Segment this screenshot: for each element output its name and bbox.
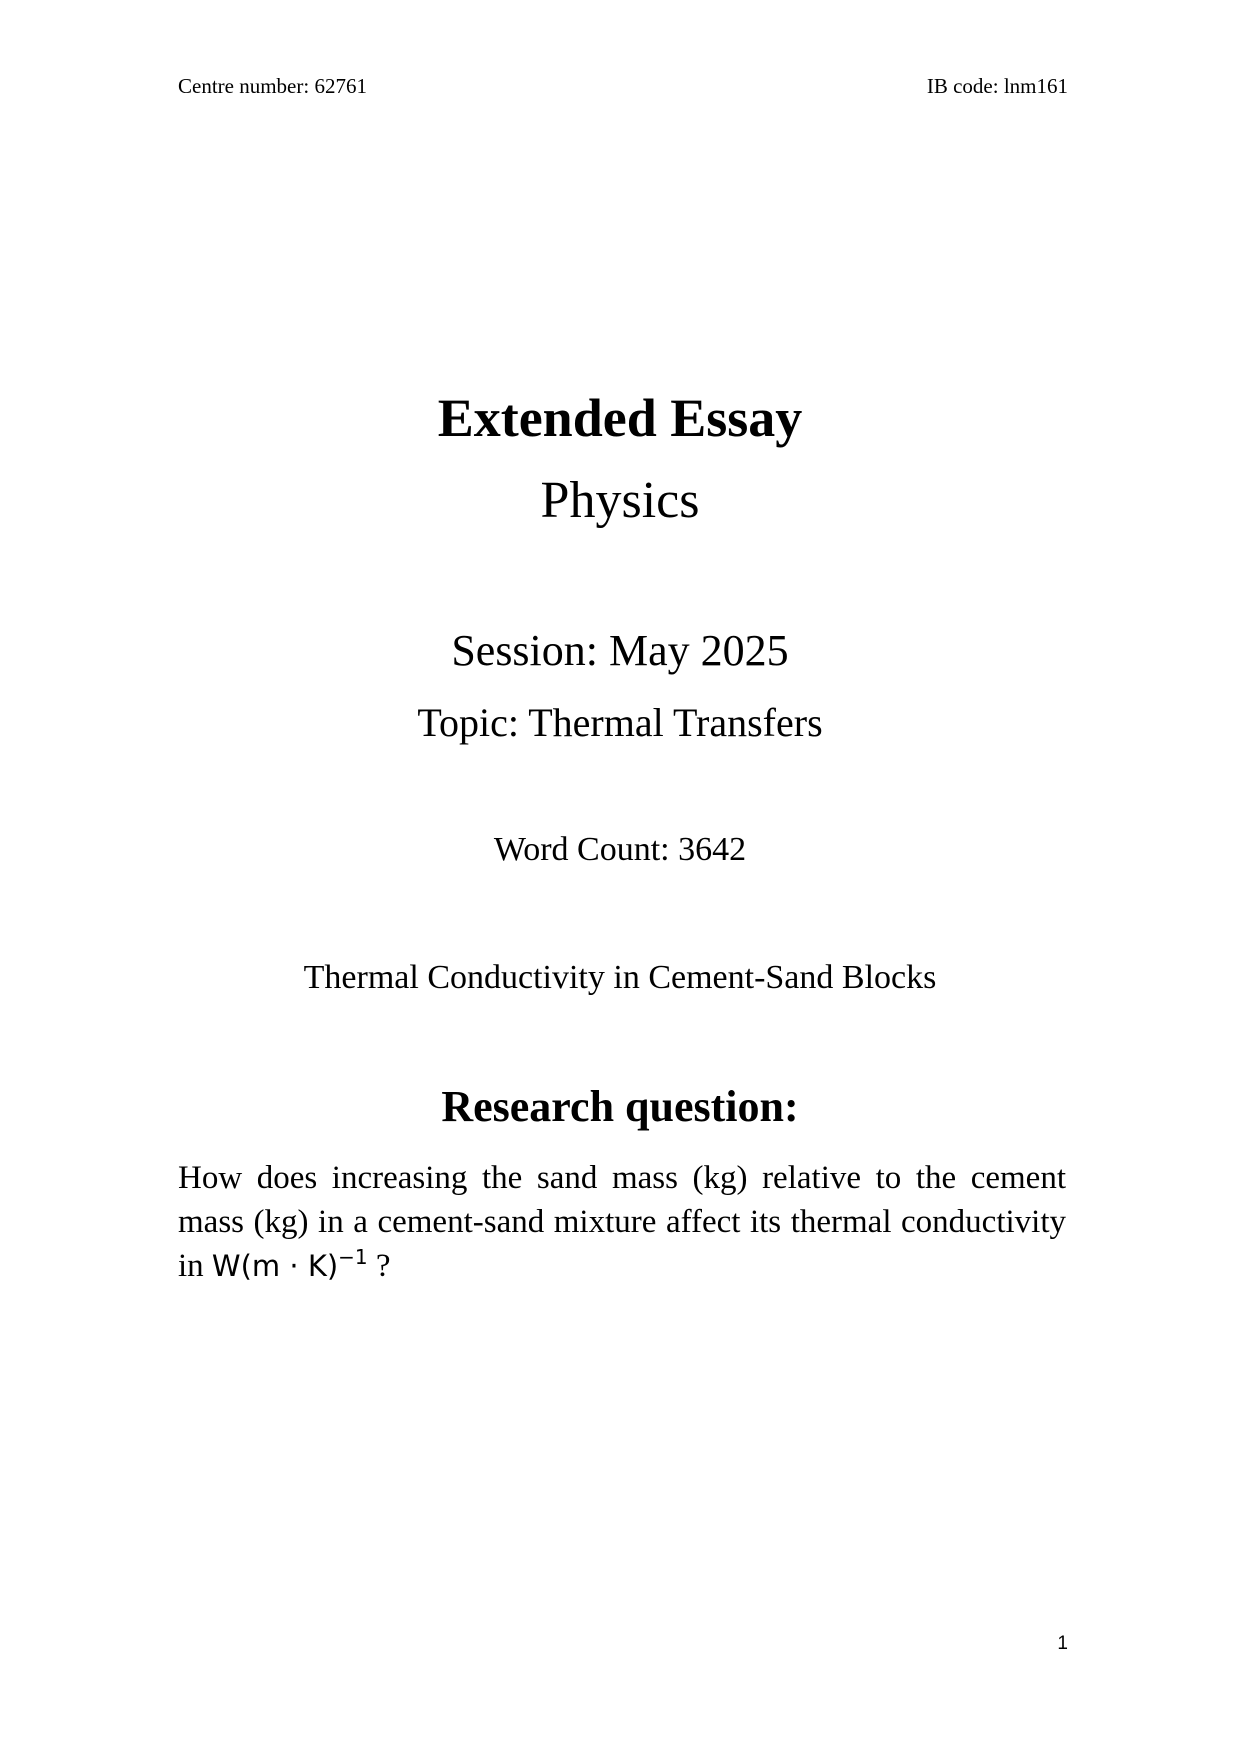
subject: Physics xyxy=(540,472,700,529)
session: Session: May 2025 xyxy=(451,626,789,675)
essay-title: Thermal Conductivity in Cement-Sand Blocks xyxy=(303,959,937,996)
document-title: Extended Essay xyxy=(437,388,803,448)
word-count: Word Count: 3642 xyxy=(493,831,747,868)
ib-code: IB code: lnm161 xyxy=(926,74,1068,98)
research-question-heading: Research question: xyxy=(441,1082,799,1131)
research-question-end: ? xyxy=(367,1248,391,1284)
research-question-lead: How does increasing the sand mass (kg) relative to the cement mass (kg) in a cement-sand mixture affect its thermal conductivity in xyxy=(178,1160,1066,1284)
topic: Topic: Thermal Transfers xyxy=(417,700,823,745)
research-question-text xyxy=(178,1156,1066,1288)
unit-expression xyxy=(211,1245,368,1283)
unit-exponent: −1 xyxy=(338,1245,368,1269)
unit-base: W(m · K) xyxy=(211,1249,339,1283)
page-number: 1 xyxy=(1057,1633,1068,1654)
centre-number: Centre number: 62761 xyxy=(178,74,367,98)
